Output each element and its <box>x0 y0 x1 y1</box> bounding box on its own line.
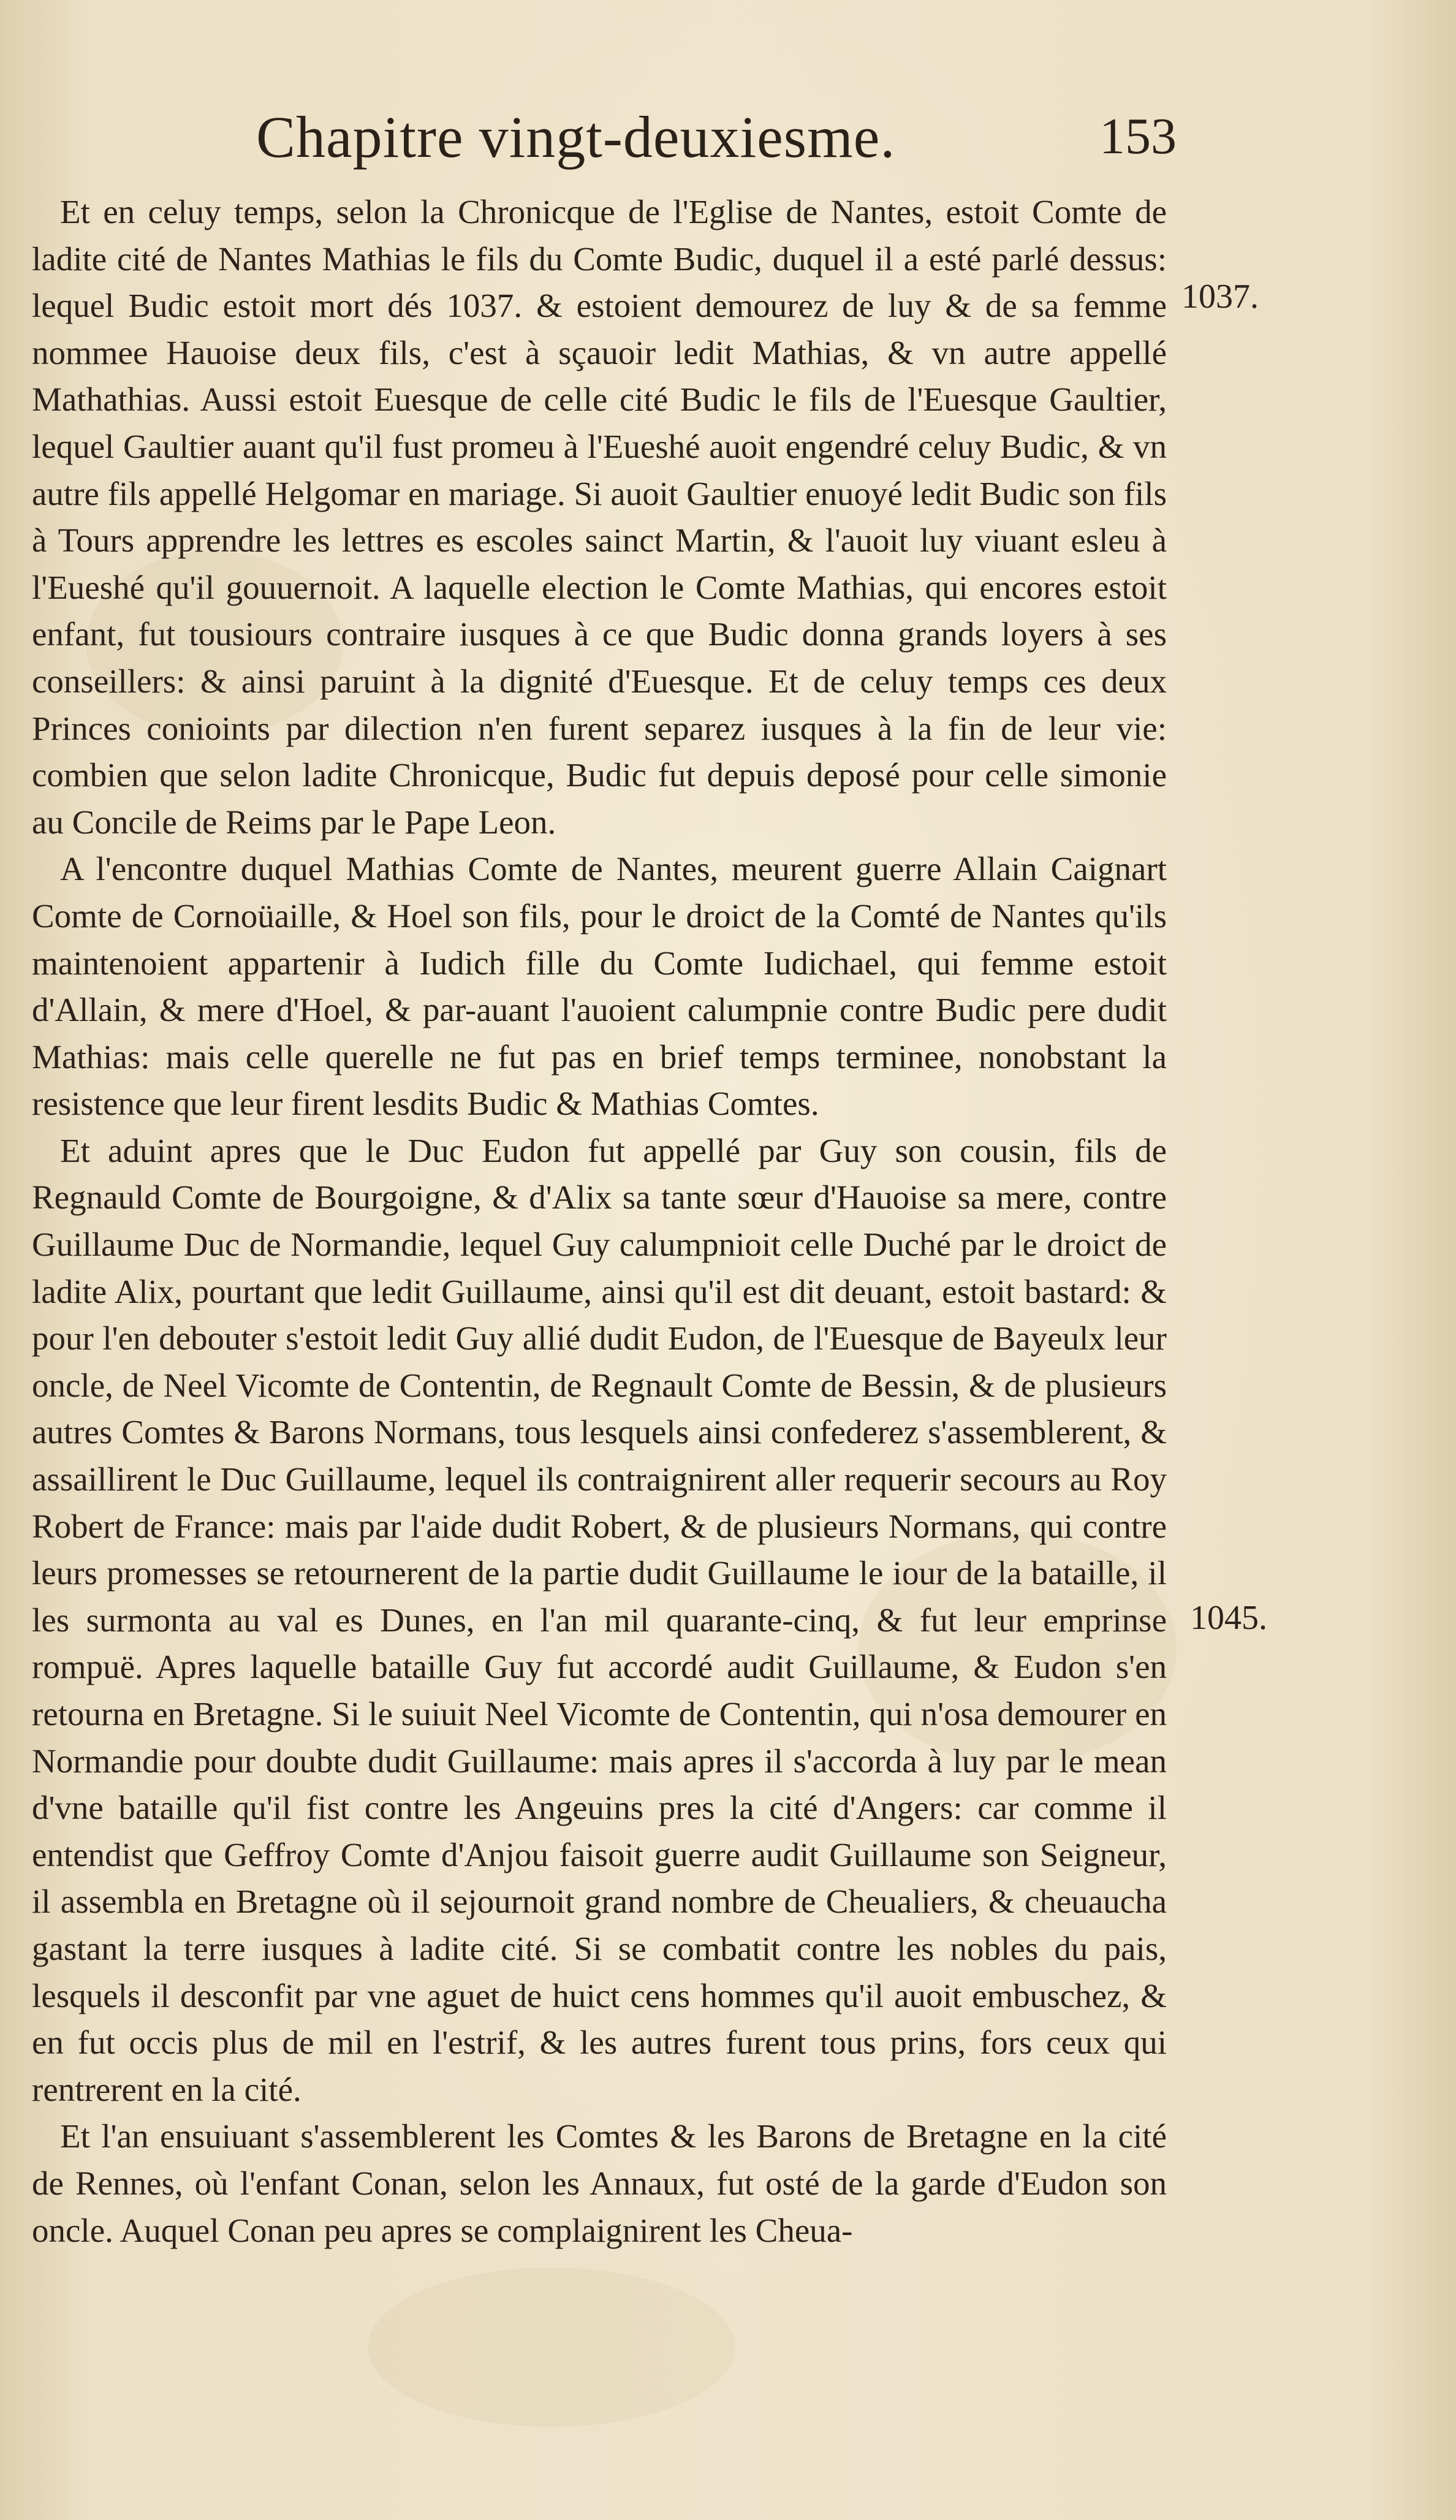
paragraph: A l'encontre duquel Mathias Comte de Nantes, meurent guerre Allain Caignart Comte de Cornoüaille, & Hoel son fils, pour le droict de la Comté de Nantes qu'ils maintenoient appartenir à Iudich fille du Comte Iudichael, qui femme estoit d'Allain, & mere d'Hoel, & par-auant l'auoient calumpnie contre Budic pere dudit Mathias: mais celle querelle ne fut pas en brief temps terminee, nonobstant la resistence que leur firent lesdits Budic & Mathias Comtes. <box>32 850 1167 1123</box>
page-number: 153 <box>1099 108 1177 165</box>
margin-note-year: 1045. <box>1190 1599 1267 1637</box>
page-header <box>256 103 1177 176</box>
body-text <box>32 189 1167 2254</box>
paper-stain <box>368 2268 735 2427</box>
paragraph: Et en celuy temps, selon la Chronicque de l'Eglise de Nantes, estoit Comte de ladite cité de Nantes Mathias le fils du Comte Budic, duquel il a esté parlé dessus: lequel Budic estoit mort dés 1037. & estoient demourez de luy & de sa femme nommee Hauoise deux fils, c'est à sçauoir ledit Mathias, & vn autre appellé Mathathias. Aussi estoit Euesque de celle cité Budic le fils de l'Euesque Gaultier, lequel Gaultier auant qu'il fust promeu à l'Eueshé auoit engendré celuy Budic, & vn autre fils appellé Helgomar en mariage. Si auoit Gaultier enuoyé ledit Budic son fils à Tours apprendre les lettres es escoles sainct Martin, & l'auoit luy viuant esleu à l'Eueshé qu'il gouuernoit. A laquelle election le Comte Mathias, qui encores estoit enfant, fut tousiours contraire iusques à ce que Budic donna grands loyers à ses conseillers: & ainsi paruint à la dignité d'Euesque. Et de celuy temps ces deux Princes conioints par dilection n'en furent separez iusques à la fin de leur vie: combien que selon ladite Chronicque, Budic fut depuis deposé pour celle simonie au Concile de Reims par le Pape Leon. <box>32 193 1167 841</box>
margin-note-year: 1037. <box>1181 278 1259 316</box>
paragraph: Et l'an ensuiuant s'assemblerent les Comtes & les Barons de Bretagne en la cité de Rennes, où l'enfant Conan, selon les Annaux, fut osté de la garde d'Eudon son oncle. Auquel Conan peu apres se complaignirent les Cheua- <box>32 2117 1167 2249</box>
running-title: Chapitre vingt-deuxiesme. <box>256 104 896 170</box>
paragraph: Et aduint apres que le Duc Eudon fut appellé par Guy son cousin, fils de Regnauld Comte de Bourgoigne, & d'Alix sa tante sœur d'Hauoise sa mere, contre Guillaume Duc de Normandie, lequel Guy calumpnioit celle Duché par le droict de ladite Alix, pourtant que ledit Guillaume, ainsi qu'il est dit deuant, estoit bastard: & pour l'en debouter s'estoit ledit Guy allié dudit Eudon, de l'Euesque de Bayeulx leur oncle, de Neel Vicomte de Contentin, de Regnault Comte de Bessin, & de plusieurs autres Comtes & Barons Normans, tous lesquels ainsi confederez s'assemblerent, & assaillirent le Duc Guillaume, lequel ils contraignirent aller requerir secours au Roy Robert de France: mais par l'aide dudit Robert, & de plusieurs Normans, qui contre leurs promesses se retournerent de la partie dudit Guillaume le iour de la bataille, il les surmonta au val es Dunes, en l'an mil quarante-cinq, & fut leur emprinse rompuë. Apres laquelle bataille Guy fut accordé audit Guillaume, & Eudon s'en retourna en Bretagne. Si le suiuit Neel Vicomte de Contentin, qui n'osa demourer en Normandie pour doubte dudit Guillaume: mais apres il s'accorda à luy par le mean d'vne bataille qu'il fist contre les Angeuins pres la cité d'Angers: car comme il entendist que Geffroy Comte d'Anjou faisoit guerre audit Guillaume son Seigneur, il assembla en Bretagne où il sejournoit grand nombre de Cheualiers, & cheuaucha gastant la terre iusques à ladite cité. Si se combatit contre les nobles du pais, lesquels il desconfit par vne aguet de huict cens hommes qu'il auoit embuschez, & en fut occis plus de mil en l'estrif, & les autres furent tous prins, fors ceux qui rentrerent en la cité. <box>32 1131 1167 2108</box>
